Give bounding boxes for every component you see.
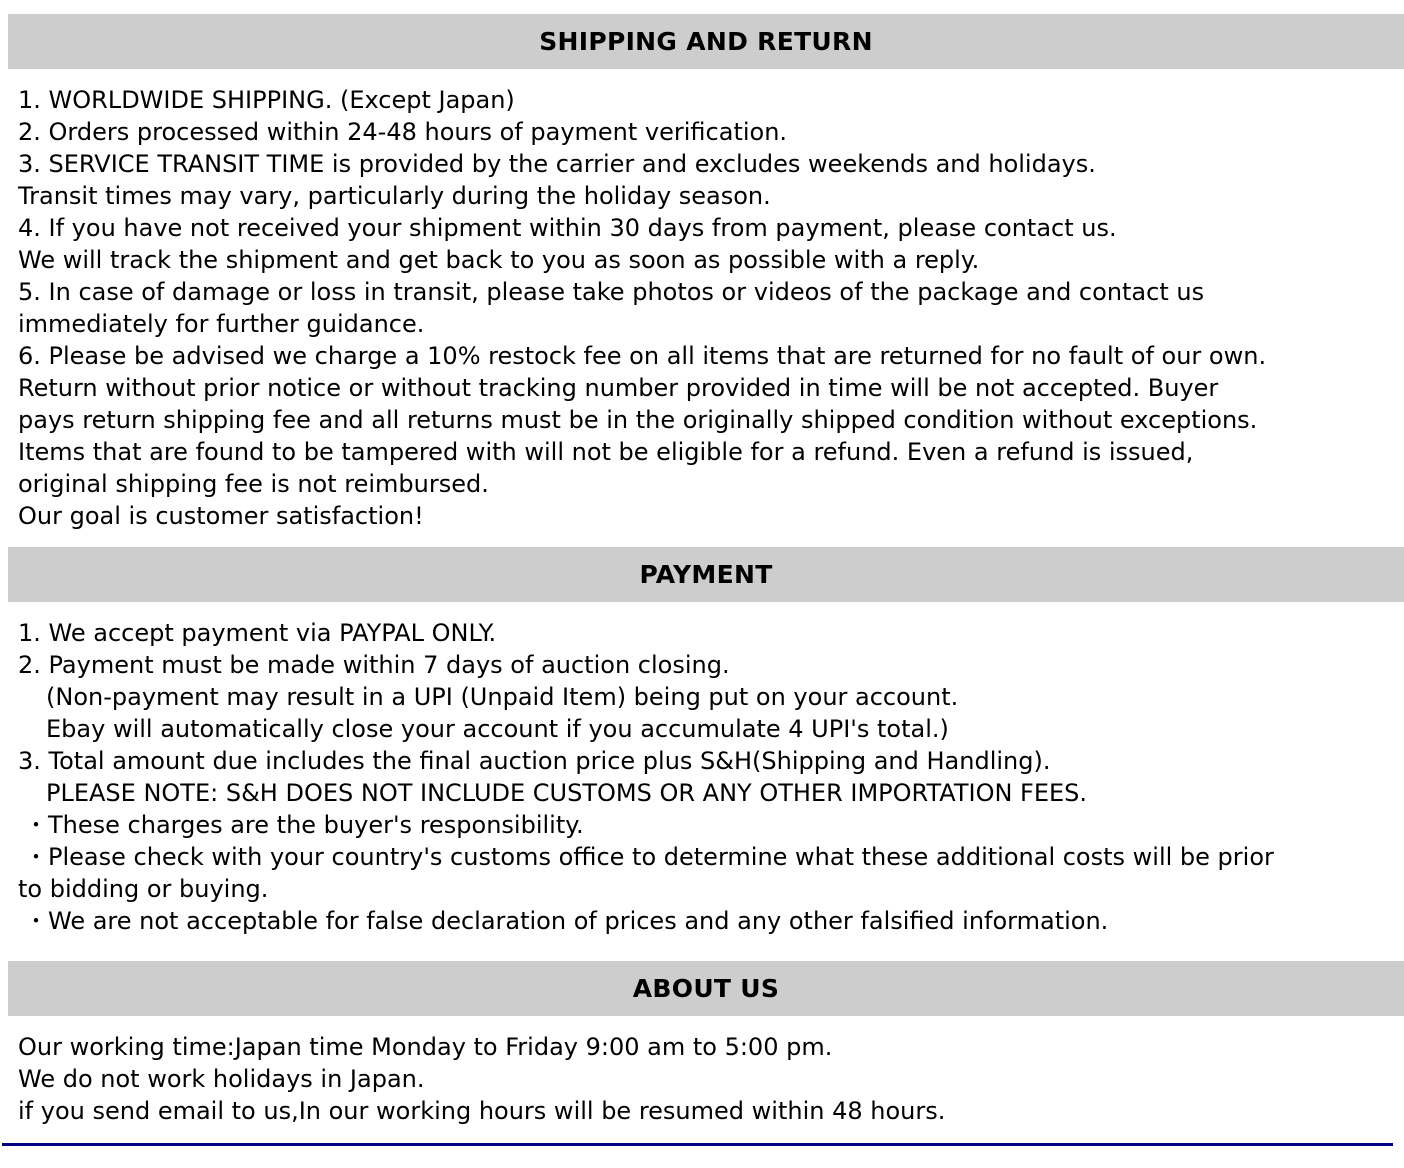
text-line: ・We are not acceptable for false declaration of prices and any other falsified information.	[24, 907, 1109, 935]
text-line: 2. Orders processed within 24-48 hours of payment verification.	[18, 118, 788, 146]
text-line: pays return shipping fee and all returns must be in the originally shipped condition without exceptions.	[18, 406, 1258, 434]
section-body	[0, 1016, 1404, 1127]
section-title: SHIPPING AND RETURN	[539, 27, 873, 56]
text-line: ・Please check with your country's customs office to determine what these additional costs will be prior	[24, 843, 1274, 871]
text-line: to bidding or buying.	[18, 875, 269, 903]
text-line: 1. WORLDWIDE SHIPPING. (Except Japan)	[18, 86, 515, 114]
text-line: 1. We accept payment via PAYPAL ONLY.	[18, 619, 497, 647]
text-line: if you send email to us,In our working hours will be resumed within 48 hours.	[18, 1097, 946, 1125]
section-header-bar	[8, 961, 1404, 1016]
text-line: Our goal is customer satisfaction!	[18, 502, 424, 530]
text-line: 6. Please be advised we charge a 10% restock fee on all items that are returned for no fault of our own.	[18, 342, 1267, 370]
section-title: PAYMENT	[639, 560, 773, 589]
section-shipping-and-return	[0, 14, 1404, 547]
section-about-us	[0, 961, 1404, 1127]
text-line: 3. SERVICE TRANSIT TIME is provided by the carrier and excludes weekends and holidays.	[18, 150, 1096, 178]
text-line: PLEASE NOTE: S&H DOES NOT INCLUDE CUSTOMS OR ANY OTHER IMPORTATION FEES.	[46, 779, 1088, 807]
text-line: We will track the shipment and get back to you as soon as possible with a reply.	[18, 246, 980, 274]
text-line: 3. Total amount due includes the final auction price plus S&H(Shipping and Handling).	[18, 747, 1051, 775]
text-line: (Non-payment may result in a UPI (Unpaid Item) being put on your account.	[46, 683, 959, 711]
section-header-bar	[8, 547, 1404, 602]
text-line: Return without prior notice or without tracking number provided in time will be not accepted. Buyer	[18, 374, 1219, 402]
text-line: ・These charges are the buyer's responsibility.	[24, 811, 584, 839]
bottom-divider-line	[2, 1143, 1393, 1146]
text-line: 5. In case of damage or loss in transit, please take photos or videos of the package and contact us	[18, 278, 1205, 306]
section-payment	[0, 547, 1404, 961]
section-body	[0, 69, 1404, 547]
section-body	[0, 602, 1404, 961]
listing-policy-document	[0, 14, 1404, 1127]
text-line: 2. Payment must be made within 7 days of auction closing.	[18, 651, 730, 679]
text-line: Our working time:Japan time Monday to Friday 9:00 am to 5:00 pm.	[18, 1033, 833, 1061]
text-line: 4. If you have not received your shipment within 30 days from payment, please contact us.	[18, 214, 1117, 242]
text-line: Items that are found to be tampered with will not be eligible for a refund. Even a refund is issued,	[18, 438, 1194, 466]
text-line: Ebay will automatically close your account if you accumulate 4 UPI's total.)	[46, 715, 949, 743]
text-line: We do not work holidays in Japan.	[18, 1065, 425, 1093]
text-line: Transit times may vary, particularly during the holiday season.	[18, 182, 771, 210]
text-line: immediately for further guidance.	[18, 310, 425, 338]
section-header-bar	[8, 14, 1404, 69]
text-line: original shipping fee is not reimbursed.	[18, 470, 489, 498]
section-title: ABOUT US	[632, 974, 780, 1003]
